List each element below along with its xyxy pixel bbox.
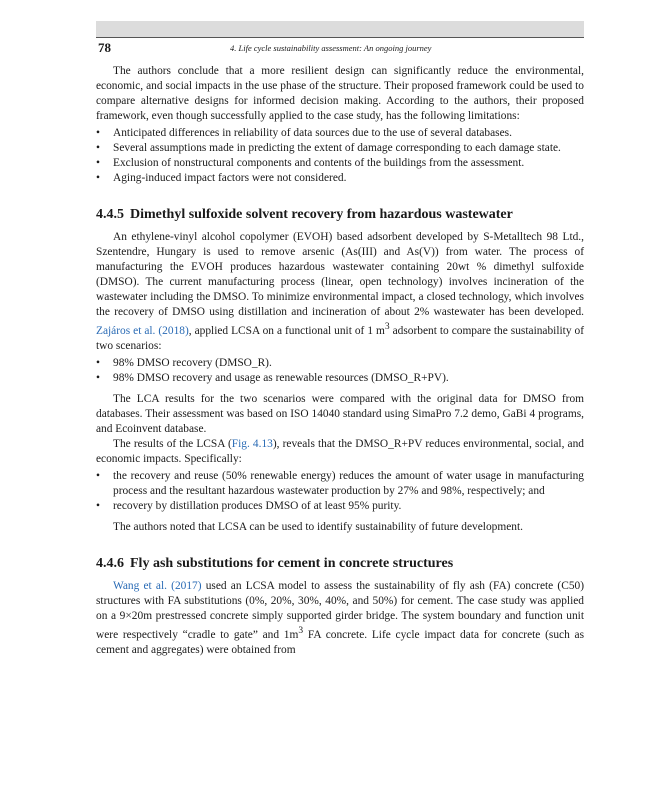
list-item: • the recovery and reuse (50% renewable energy) reduces the amount of water usage in manufacturing process and the resultant hazardous wastewater production by 27% and 98%, respectively; and — [96, 469, 584, 499]
list-item: • recovery by distillation produces DMSO of at least 95% purity. — [96, 499, 584, 514]
header-band — [96, 21, 584, 37]
running-head: 4. Life cycle sustainability assessment: An ongoing journey — [230, 43, 432, 53]
scenarios-list — [96, 356, 584, 386]
paragraph-text: The results of the LCSA ( — [113, 437, 232, 450]
paragraph-text: FA concrete. Life cycle impact data for concrete (such as cement and aggregates) were obtained from — [96, 628, 585, 656]
lca-paragraph: The LCA results for the two scenarios were compared with the original data for DMSO from databases. Their assessment was based on ISO 14040 standard using SimaPro 7.2 demo, GaBi 4 programs, and Ecoinvent database. — [96, 392, 584, 435]
paragraph-text: ), reveals that the DMSO_R+PV reduces environmental, social, and economic impacts. Specifically: — [96, 437, 584, 465]
conclusion-paragraph: The authors noted that LCSA can be used to identify sustainability of future development. — [113, 520, 523, 533]
list-item: • Exclusion of nonstructural components and contents of the buildings from the assessment. — [96, 156, 584, 171]
limitations-list — [96, 126, 584, 186]
list-item: • Several assumptions made in predicting the extent of damage corresponding to each damage state. — [96, 141, 584, 156]
findings-list — [96, 469, 584, 514]
fly-ash-paragraph — [96, 579, 584, 658]
section-heading-4-4-5 — [96, 206, 584, 223]
section-heading-4-4-6 — [96, 555, 584, 572]
intro-paragraph: The authors conclude that a more resilient design can significantly reduce the environmental, economic, and social impacts in the use phase of the structure. Their proposed framework could be used to compare alternative designs for informed decision making. According to the authors, their proposed framework, even though successfully applied to the case study, has the following limitations: — [96, 65, 584, 122]
page-body — [96, 64, 584, 658]
paragraph-text: used an LCSA model to assess the sustainability of fly ash (FA) concrete (C50) structures with FA substitutions (0%, 20%, 30%, 40%, and 50%) for cement. The case study was applied on a 9×20m prestressed concrete simply supported girder bridge. The system boundary and function unit were respectively “cradle to gate” and 1m — [96, 579, 585, 641]
section-number: 4.4.6 — [96, 555, 124, 571]
superscript: 3 — [298, 625, 304, 636]
page-number: 78 — [98, 40, 111, 55]
list-item: • Aging-induced impact factors were not considered. — [96, 171, 584, 186]
superscript: 3 — [384, 322, 390, 332]
list-item: • 98% DMSO recovery (DMSO_R). — [96, 356, 584, 371]
list-item: • Anticipated differences in reliability of data sources due to the use of several databases. — [96, 126, 584, 141]
citation-link[interactable]: Zajáros et al. (2018) — [96, 324, 189, 337]
section-title: Dimethyl sulfoxide solvent recovery from hazardous wastewater — [130, 207, 513, 222]
list-item: • 98% DMSO recovery and usage as renewable resources (DMSO_R+PV). — [96, 371, 584, 386]
figure-link[interactable]: Fig. 4.13 — [231, 437, 273, 450]
evoh-paragraph — [96, 230, 584, 354]
paragraph-text: adsorbent to compare the sustainability of two scenarios: — [96, 324, 585, 352]
paragraph-text: An ethylene-vinyl alcohol copolymer (EVOH) based adsorbent developed by S-Metalltech 98 Ltd., Szentendre, Hungary is used to remove arsenic (As(III) and As(V)) from water. The process of manufacturing the EVOH produces hazardous wastewater containing 20wt % dimethyl sulfoxide (DMSO). The current manufacturing process (linear, open technology) involves incineration of the wastewater including the DMSO. To minimize environmental impact, a closed technology, which involves the recovery of DMSO using distillation and incineration of about 2% wastewater has been developed. — [96, 231, 584, 318]
results-paragraph — [96, 437, 584, 467]
section-title: Fly ash substitutions for cement in concrete structures — [130, 555, 454, 571]
citation-link[interactable]: Wang et al. (2017) — [113, 579, 202, 592]
header-rule — [96, 37, 584, 38]
paragraph-text: , applied LCSA on a functional unit of 1 m — [188, 324, 385, 337]
section-number: 4.4.5 — [96, 207, 124, 222]
